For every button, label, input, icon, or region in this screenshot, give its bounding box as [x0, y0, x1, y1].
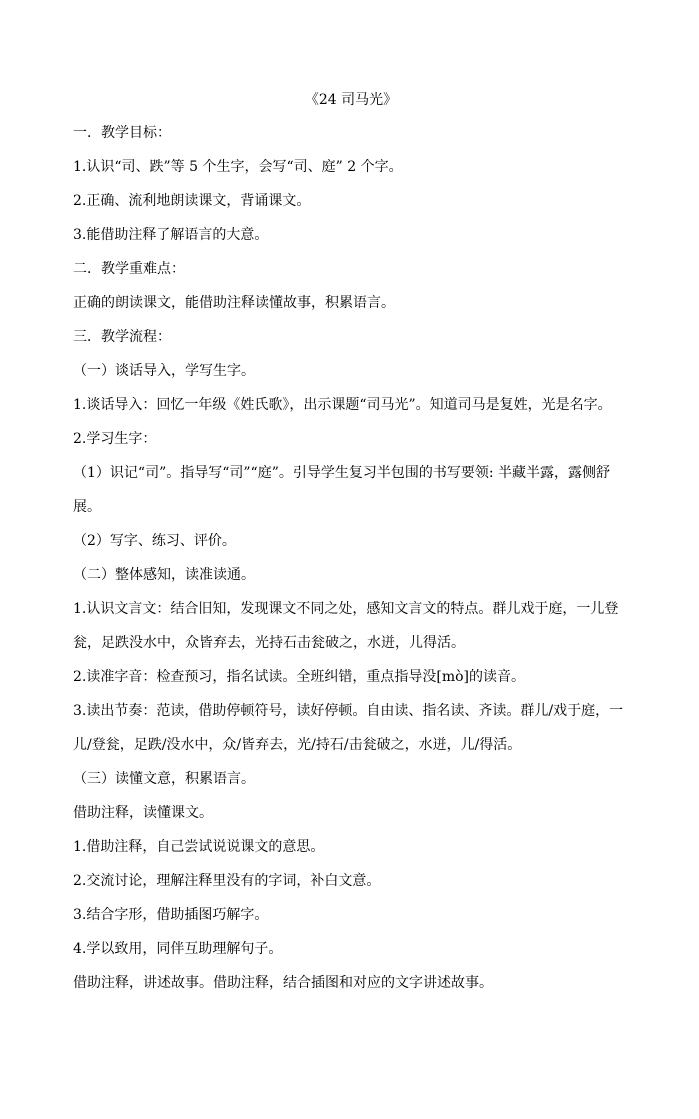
- step-3-storytelling: 借助注释，讲述故事。借助注释，结合插图和对应的文字讲述故事。: [73, 975, 493, 991]
- goal-item-1: 1.认识“司、跌”等 5 个生字，会写“司、庭” 2 个字。: [73, 159, 403, 175]
- step-1-item-2: 2.学习生字：: [73, 431, 157, 447]
- step-heading-3: （三）读懂文意，积累语言。: [73, 771, 255, 787]
- step-heading-1: （一）谈话导入，学写生字。: [73, 363, 255, 379]
- step-2-item-1: 1.认识文言文：结合旧知，发现课文不同之处，感知文言文的特点。群儿戏于庭，一儿登瓮，足跌没水中，众皆弃去，光持石击瓮破之，水迸，儿得活。: [73, 601, 619, 651]
- step-heading-2: （二）整体感知，读准读通。: [73, 567, 255, 583]
- section-heading-key-points: 二．教学重难点：: [73, 261, 185, 277]
- step-3-item-1: 1.借助注释，自己尝试说说课文的意思。: [73, 839, 325, 855]
- step-2-item-3: 3.读出节奏：范读，借助停顿符号，读好停顿。自由读、指名读、齐读。群儿/戏于庭，一儿/登瓮，足跌/没水中，众/皆弃去，光/持石/击瓮破之，水迸，儿/得活。: [73, 703, 624, 753]
- step-3-item-3: 3.结合字形，借助插图巧解字。: [73, 907, 269, 923]
- section-heading-goals: 一．教学目标：: [73, 125, 171, 141]
- goal-item-3: 3.能借助注释了解语言的大意。: [73, 227, 269, 243]
- step-1-item-1: 1.谈话导入：回忆一年级《姓氏歌》，出示课题“司马光”。知道司马是复姓，光是名字。: [73, 397, 612, 413]
- step-2-item-2: 2.读准字音：检查预习，指名试读。全班纠错，重点指导没[mò]的读音。: [73, 669, 525, 685]
- step-1-subitem-1: （1）识记“司”。指导写“司”“庭”。引导学生复习半包围的书写要领: 半藏半露，露侧舒展。: [73, 465, 611, 515]
- step-1-subitem-2: （2）写字、练习、评价。: [73, 533, 236, 549]
- goal-item-2: 2.正确、流利地朗读课文，背诵课文。: [73, 193, 311, 209]
- document-title: 《24 司马光》: [304, 92, 398, 108]
- section-heading-process: 三．教学流程：: [73, 329, 171, 345]
- key-points-text: 正确的朗读课文，能借助注释读懂故事，积累语言。: [73, 295, 395, 311]
- step-3-item-4: 4.学以致用，同伴互助理解句子。: [73, 941, 283, 957]
- step-3-intro: 借助注释，读懂课文。: [73, 805, 213, 821]
- step-3-item-2: 2.交流讨论，理解注释里没有的字词，补白文意。: [73, 873, 381, 889]
